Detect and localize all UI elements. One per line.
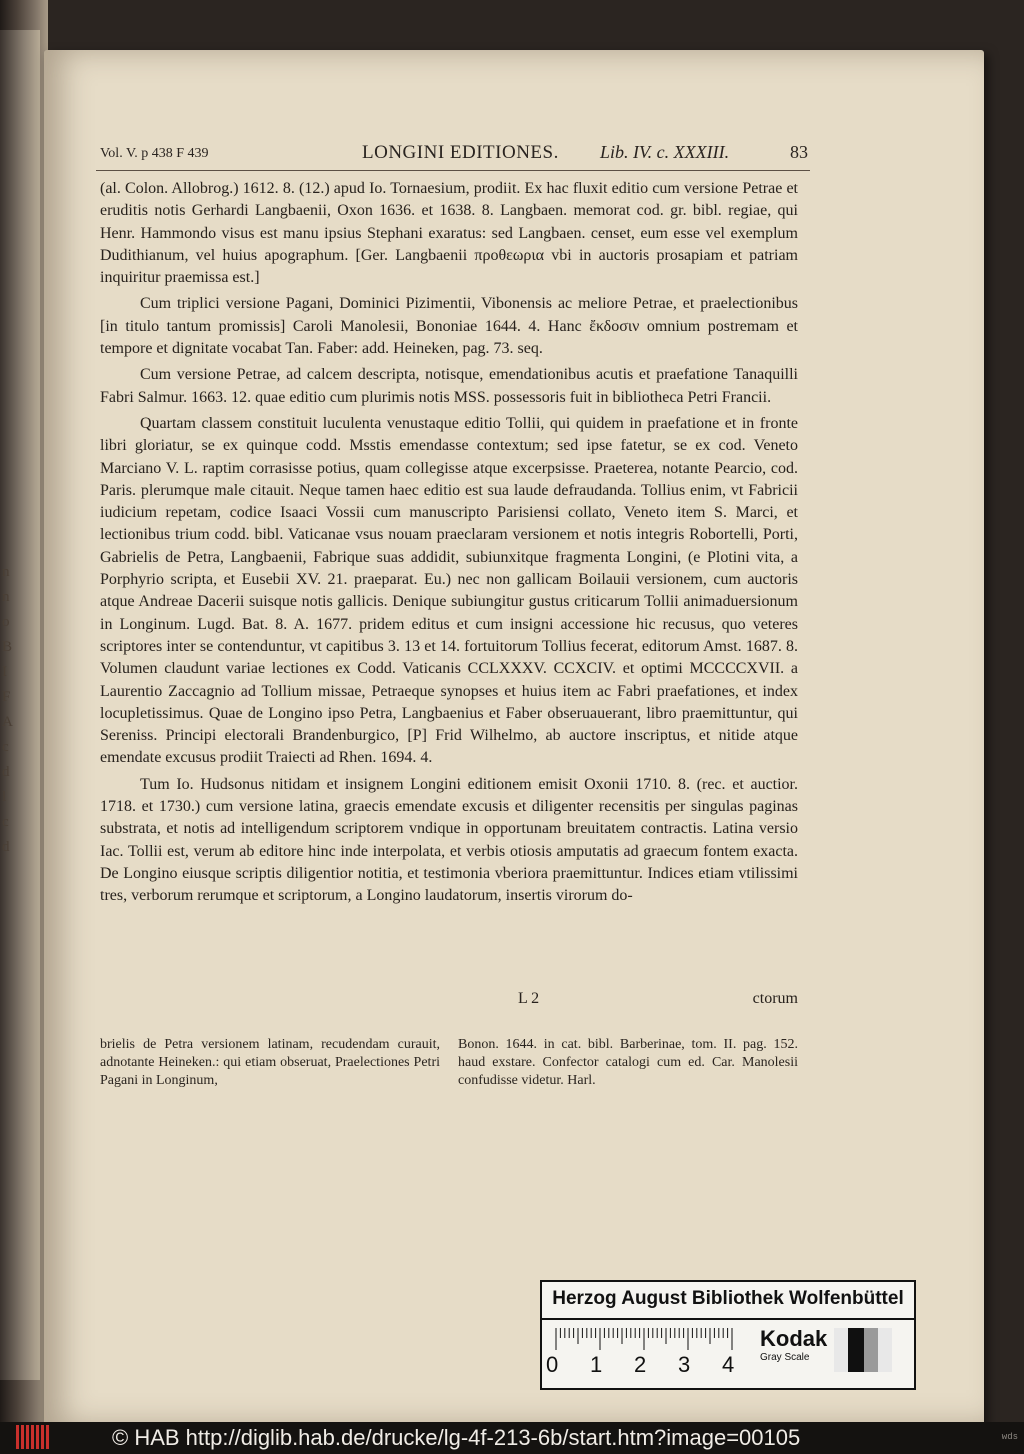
margin-letter: c bbox=[2, 814, 9, 830]
ruler-number: 1 bbox=[590, 1352, 603, 1377]
margin-letters bbox=[2, 560, 16, 860]
margin-letter: d bbox=[2, 764, 10, 780]
margin-letter: c bbox=[2, 739, 9, 755]
paragraph: (al. Colon. Allobrog.) 1612. 8. (12.) apud Io. Tornaesium, prodiit. Ex hac fluxit editio cum versione Petrae et eruditis notis Gerhardi Langbaenii, Oxon 1636. et 1638. 8. Langbaen. memorat cod. gr. bibl. regiae, qui Henr. Hammondo visus est manu ipsius Stephani exaratus: sed Langbaen. censet, eum esse vel exemplum Dudithianum, vel huius apographum. [Ger. Langbaenii προθεωρια vbi in auctoris prosapiam et patriam inquiritur praemissa est.] bbox=[100, 180, 798, 287]
paragraph: Cum versione Petrae, ad calcem descripta, notisque, emendationibus acutis et praefatione Tanaquilli Fabri Salmur. 1663. 12. quae editio cum plurimis notis MSS. possessoris fuit in bibliotheca Petri Francii. bbox=[100, 366, 798, 406]
header-rule bbox=[96, 170, 810, 171]
footnote-left-column: brielis de Petra versionem latinam, recudendam curauit, adnotante Heineken.: qui etiam obseruat, Praelectiones Petri Pagani in Longinum, bbox=[100, 1037, 440, 1088]
gray-swatch bbox=[834, 1328, 848, 1372]
page-number: 83 bbox=[790, 142, 808, 162]
volume-reference: Vol. V. p 438 F 439 bbox=[100, 146, 209, 161]
page-foot-line bbox=[100, 990, 798, 1012]
card-divider bbox=[542, 1318, 914, 1320]
signature-mark: L 2 bbox=[518, 990, 540, 1007]
gray-scale-label: Gray Scale bbox=[760, 1352, 810, 1363]
running-header bbox=[100, 142, 808, 170]
gray-swatch bbox=[848, 1328, 864, 1372]
paragraph: Cum triplici versione Pagani, Dominici Pizimentii, Vibonensis ac meliore Petrae, et praelectionibus [in titulo tantum promissis] Caroli Manolesii, Bononiae 1644. 4. Hanc ἔκδοσιν omnium postremam et tempore et dignitate vocabat Tan. Faber: add. Heineken, pag. 73. seq. bbox=[100, 295, 798, 358]
margin-letter: F bbox=[2, 689, 11, 705]
ruler-number: 4 bbox=[722, 1352, 735, 1377]
ruler-number: 3 bbox=[678, 1352, 691, 1377]
margin-letter: B bbox=[2, 639, 13, 655]
footer-bar bbox=[0, 1422, 1024, 1454]
margin-letter: d bbox=[2, 839, 10, 855]
margin-letter: l bbox=[2, 789, 7, 805]
ruler-ticks bbox=[554, 1326, 754, 1352]
margin-letter: A bbox=[2, 714, 13, 730]
copyright-url[interactable]: © HAB http://diglib.hab.de/drucke/lg-4f-213-6b/start.htm?image=00105 bbox=[112, 1425, 801, 1450]
catchword: ctorum bbox=[752, 990, 798, 1007]
institution-name: Herzog August Bibliothek Wolfenbüttel bbox=[552, 1288, 904, 1309]
book-reference: Lib. IV. c. XXXIII. bbox=[600, 142, 730, 162]
paragraph: Tum Io. Hudsonus nitidam et insignem Longini editionem emisit Oxonii 1710. 8. (rec. et auctior. 1718. et 1730.) cum versione latina, graecis emendate excusis et diligenter recensitis per singulas paginas substrata, et notis ad intelligendum scriptorem vndique in opportunam breuitatem contractis. Latina versio Iac. Tollii est, verum ab editore hinc inde interpolata, et verbis otiosis amputatis ad graecum fontem exacta. De Longino eiusque scriptis diligentior notitia, et testimonia vberiora praemittuntur. Indices etiam vtilissimi tres, verborum rerumque et scriptorum, a Longino laudatorum, insertis virorum do- bbox=[100, 775, 798, 905]
margin-letter: o bbox=[2, 614, 10, 630]
color-reference-card bbox=[540, 1280, 916, 1390]
ruler-number: 2 bbox=[634, 1352, 647, 1377]
main-text bbox=[100, 178, 798, 912]
margin-letter: n bbox=[2, 564, 10, 580]
corner-mark: wds bbox=[1001, 1432, 1018, 1442]
margin-letter: n bbox=[2, 589, 10, 605]
ruler-number: 0 bbox=[546, 1352, 559, 1377]
kodak-logo: Kodak bbox=[760, 1326, 828, 1351]
margin-letter: I bbox=[2, 664, 7, 680]
page-title: LONGINI EDITIONES. bbox=[362, 142, 559, 163]
gray-swatch bbox=[864, 1328, 878, 1372]
paragraph: Quartam classem constituit luculenta venustaque editio Tollii, qui quidem in praefatione et in fronte libri gloriatur, se ex quinque codd. Msstis emendasse contextum; sed ipse fatetur, se ex cod. Veneto Marciano V. L. raptim corrasisse potius, quam collegisse atque excerpsisse. Praeterea, notante Pearcio, cod. Paris. plerumque male citauit. Neque tamen haec editio est sua laude defraudanda. Tollius enim, vt Fabricii iudicium repetam, codice Isaaci Vossii cum manuscripto Parisiensi collato, Veneto item S. Marci, et lectionibus trium codd. bibl. Vaticanae vsus nouam praeclaram versionem et notis integris Robortelli, Porti, Gabrielis de Petra, Langbaenii, Fabrique suas addidit, subiunxitque fragmenta Longini, (e Plotini vita, a Porphyrio scripta, et Eusebii XV. 21. praeparat. Eu.) nec non gallicam Boilauii versionem, cum auctoris atque Andreae Dacerii suisque notis gallicis. Denique subiungitur gustus criticarum Tollii animaduersionum in Longinum. Lugd. Bat. 8. A. 1677. pridem editus et cum insigni accessione hic recusus, quo veteres scriptores inter se contenduntur, vt capitibus 3. 13 et 14. fortuitorum Tollius fecerat, editorum Amst. 1687. 8. Volumen claudunt variae lectiones ex Codd. Vaticanis CCLXXXV. CCXCIV. et optimi MCCCCXVII. a Laurentio Zaccagnio ad Tollium missae, Petraeque synopses et huius item ac Fabri praefationes, et index locupletissimus. Quae de Longino ipso Petra, Langbaenius et Faber obseruauerant, libro praemittuntur, qui Sereniss. Principi electorali Brandenburgico, [P] Frid Wilhelmo, ab auctore inscriptus, et nitide atque emendate excusus prodiit Traiecti ad Rhen. 1694. 4. bbox=[100, 414, 798, 767]
gray-swatch bbox=[878, 1328, 892, 1372]
footnote-right-column: Bonon. 1644. in cat. bibl. Barberinae, tom. II. pag. 152. haud exstare. Confector catalogi cum ed. Car. Manolesii confudisse videtur. Harl. bbox=[458, 1037, 798, 1088]
hab-logo-icon bbox=[16, 1425, 50, 1449]
